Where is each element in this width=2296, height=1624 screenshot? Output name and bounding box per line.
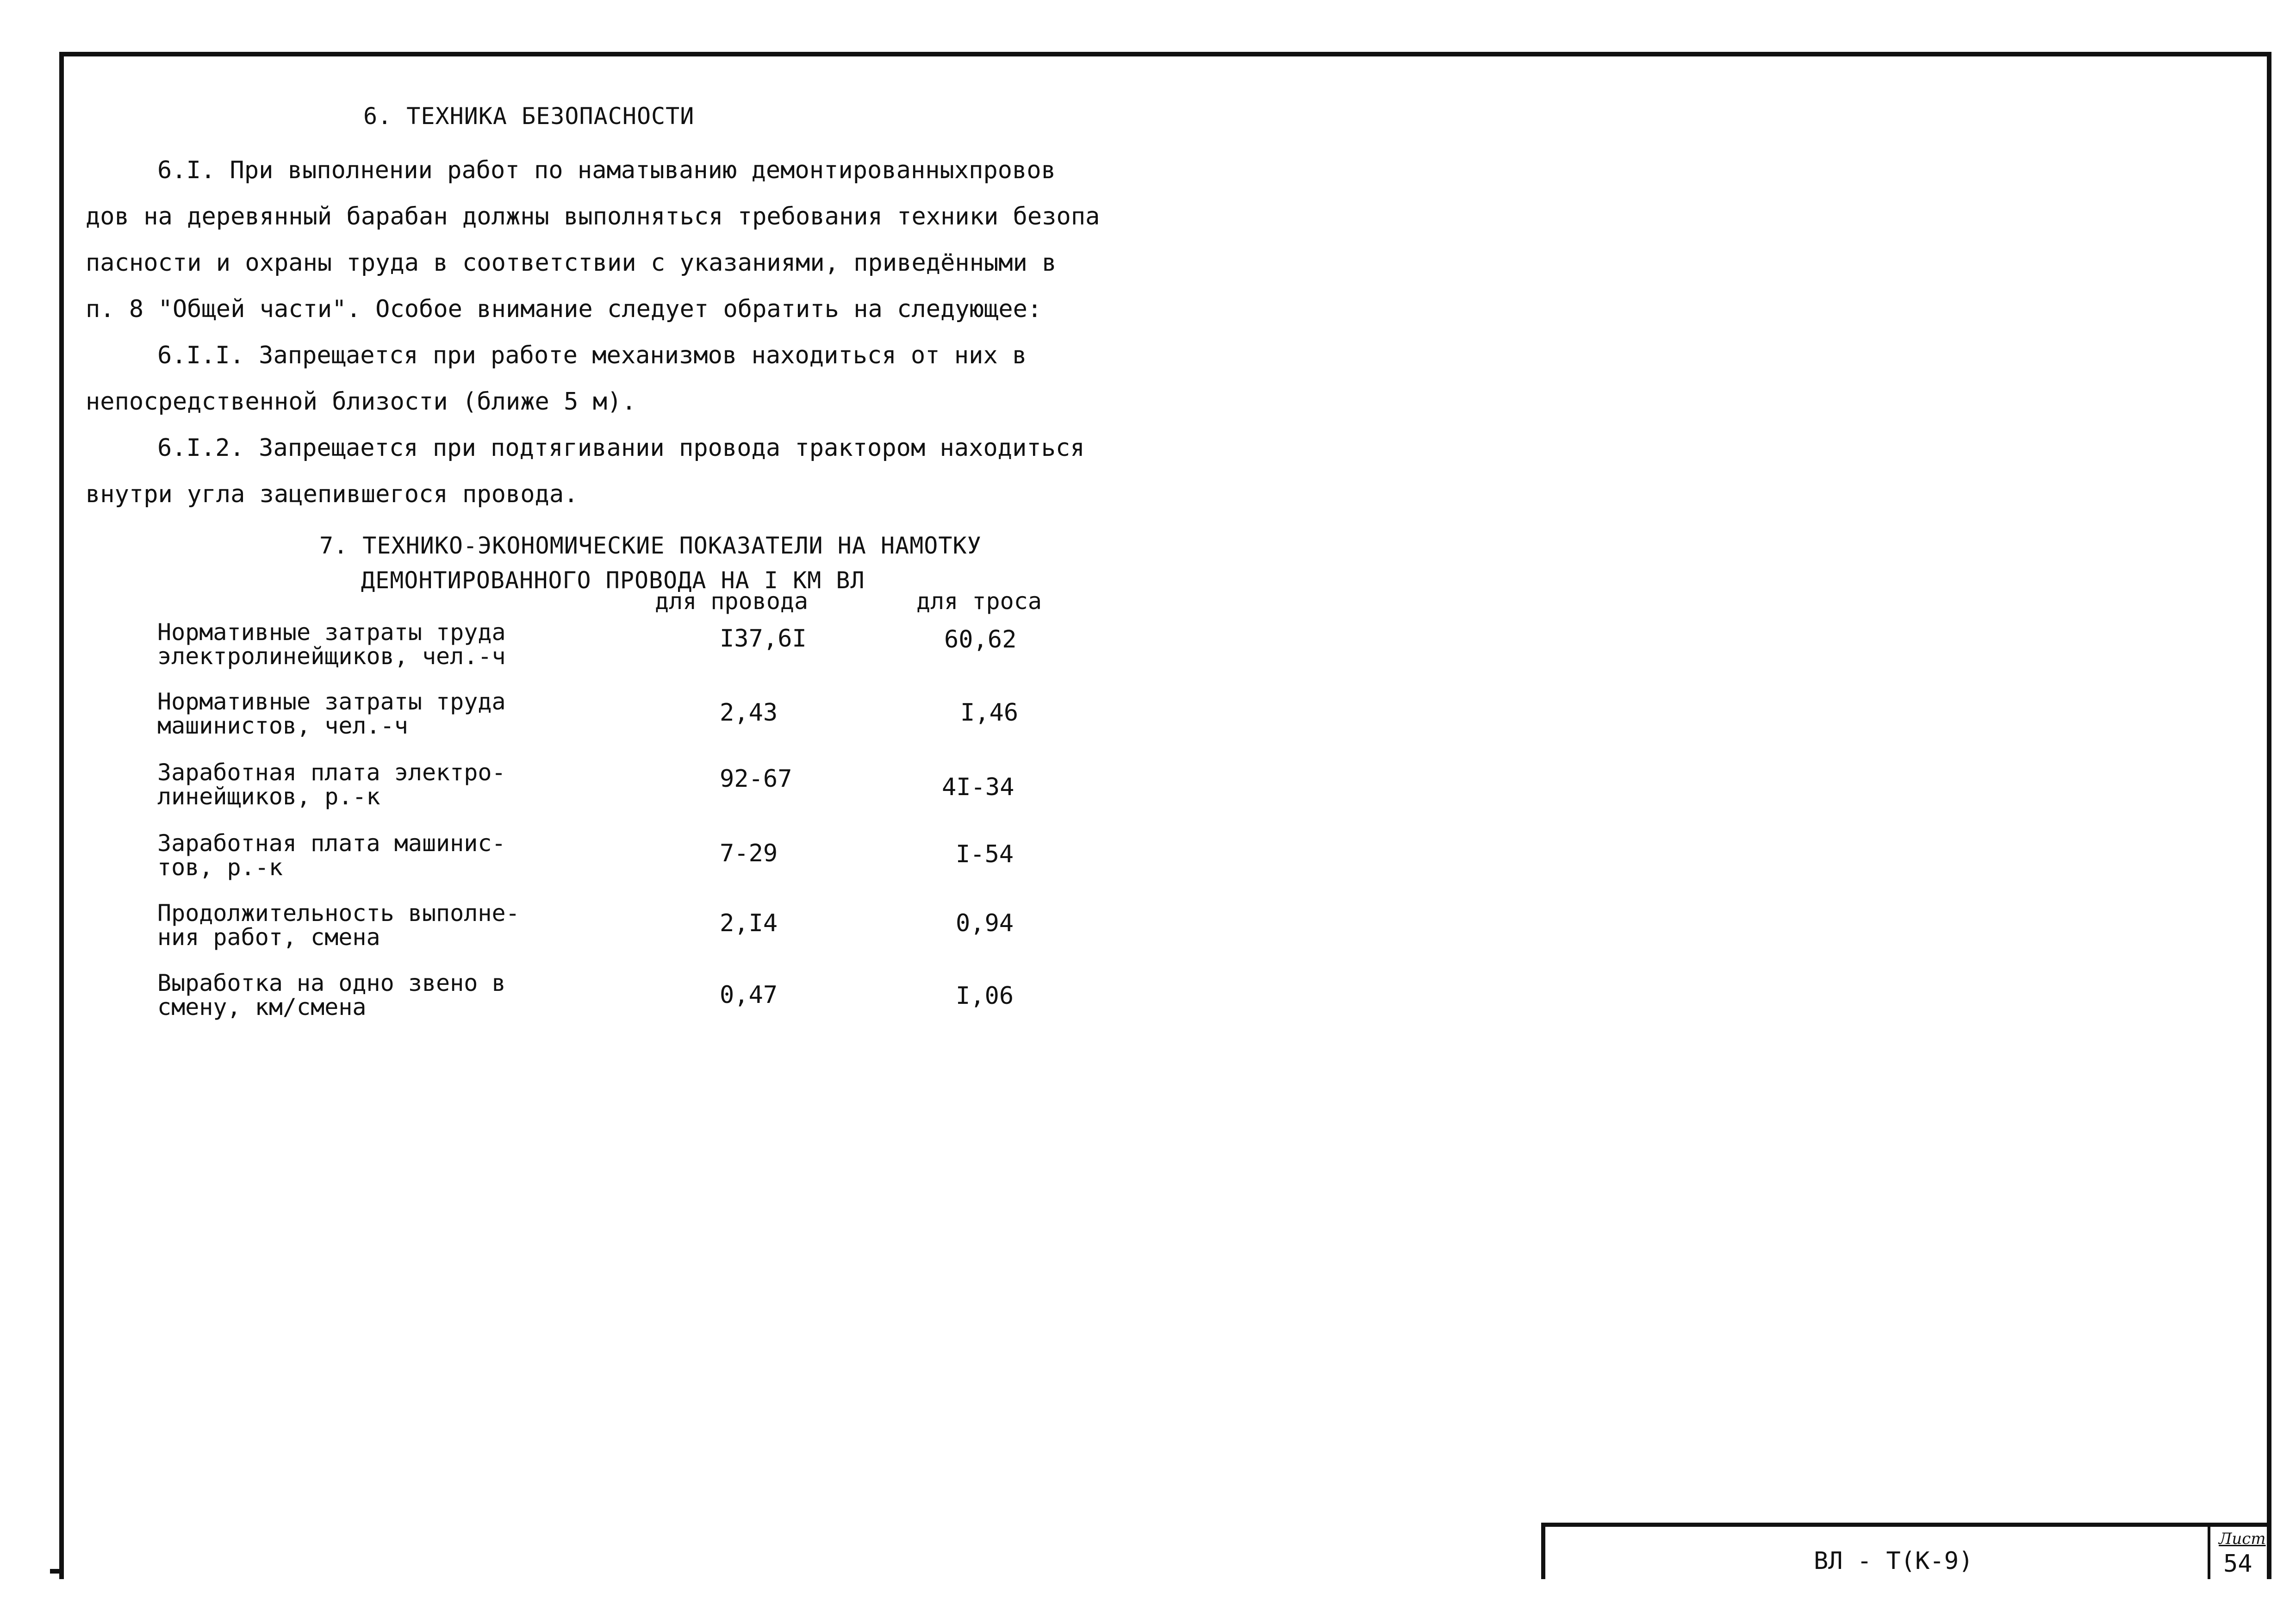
value-cable: 0,94 (956, 909, 1014, 937)
value-wire: 2,I4 (720, 909, 778, 937)
para-line: 6.I.2. Запрещается при подтягивании провода трактором находиться (157, 434, 1085, 462)
sheet-label: Лист (2219, 1530, 2266, 1548)
value-cable: 4I-34 (942, 773, 1014, 801)
para-line: 6.I. При выполнении работ по наматыванию демонтированныхпровов (157, 156, 1056, 184)
title-block (1541, 1523, 2268, 1579)
value-cable: I,06 (956, 982, 1014, 1010)
section-7-heading-line-1: 7. ТЕХНИКО-ЭКОНОМИЧЕСКИЕ ПОКАЗАТЕЛИ НА НАМОТКУ (319, 532, 982, 559)
para-line: внутри угла зацепившегося провода. (86, 480, 579, 508)
value-cable: I-54 (956, 840, 1014, 868)
para-line: непосредственной близости (ближе 5 м). (86, 388, 636, 416)
value-wire: 2,43 (720, 699, 778, 727)
row-label: Нормативные затраты труда электролинейщиков, чел.-ч (157, 619, 506, 670)
table-row (157, 831, 1129, 901)
section-7-heading-line-2: ДЕМОНТИРОВАННОГО ПРОВОДА НА I КМ ВЛ (361, 567, 865, 594)
table-row (157, 620, 1129, 690)
para-line: пасности и охраны труда в соответствии с указаниями, приведёнными в (86, 249, 1057, 277)
para-line: п. 8 "Общей части". Особое внимание следует обратить на следующее: (86, 295, 1042, 323)
row-label: Заработная плата электро- линейщиков, р.-к (157, 759, 506, 810)
row-label: Продолжительность выполне- ния работ, смена (157, 900, 520, 951)
table-row (157, 901, 1129, 971)
frame-tick (50, 1569, 64, 1574)
row-label: Заработная плата машинис- тов, р.-к (157, 830, 506, 881)
value-wire: 7-29 (720, 840, 778, 867)
value-wire: I37,6I (720, 625, 807, 653)
para-line: 6.I.I. Запрещается при работе механизмов находиться от них в (157, 342, 1027, 369)
table-row (157, 690, 1129, 759)
column-header-cable: для троса (916, 588, 1042, 615)
document-code: ВЛ - Т(К-9) (1814, 1547, 1973, 1575)
column-header-wire: для провода (655, 588, 809, 615)
value-cable: 60,62 (944, 626, 1017, 653)
sheet-box (2208, 1527, 2268, 1579)
para-line: дов на деревянный барабан должны выполняться требования техники безопа (86, 203, 1100, 230)
row-label: Выработка на одно звено в смену, км/смена (157, 970, 506, 1020)
table-row (157, 971, 1129, 1040)
row-label: Нормативные затраты труда машинистов, чел.-ч (157, 688, 506, 739)
value-wire: 0,47 (720, 981, 778, 1009)
section-6-heading: 6. ТЕХНИКА БЕЗОПАСНОСТИ (363, 103, 695, 130)
value-cable: I,46 (960, 699, 1019, 727)
value-wire: 92-67 (720, 765, 792, 793)
table-row (157, 760, 1129, 830)
sheet-number: 54 (2223, 1550, 2252, 1578)
